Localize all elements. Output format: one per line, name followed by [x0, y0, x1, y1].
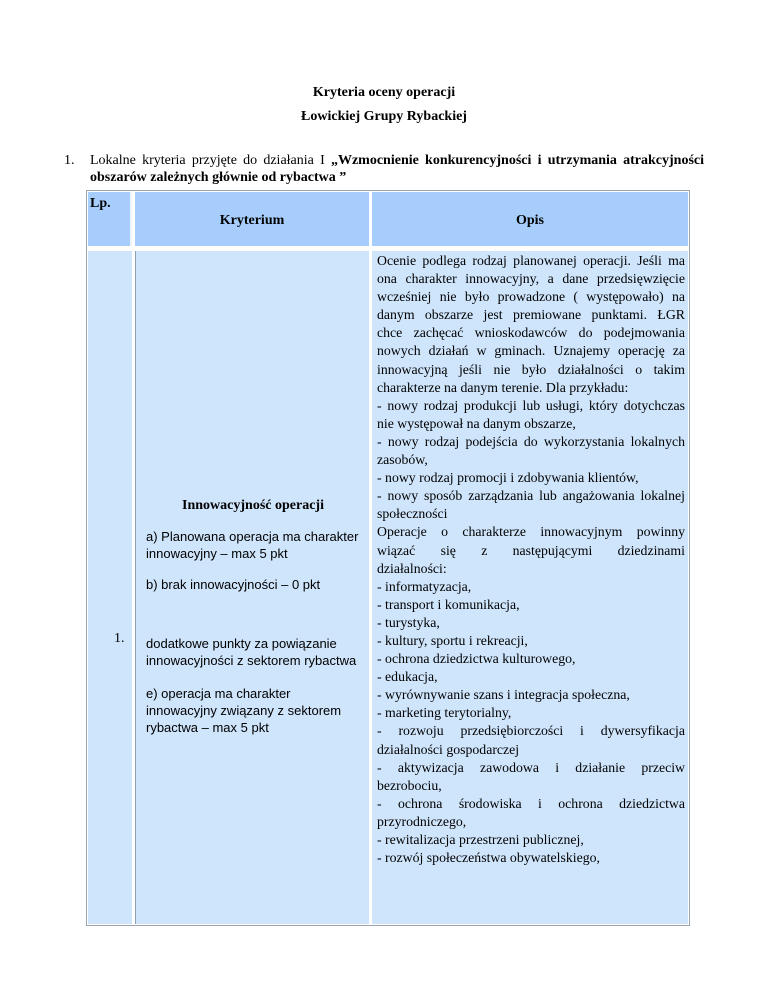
header-opis — [372, 192, 688, 246]
description-line: - nowy sposób zarządzania lub angażowania lokalnej — [377, 488, 685, 504]
row-opis-cell — [372, 251, 688, 924]
criterion-item: a) Planowana operacja ma charakter innowacyjny – max 5 pkt — [146, 529, 359, 561]
section-number: 1. — [64, 153, 75, 168]
description-line: wiązać się z następującymi dziedzinami — [377, 542, 685, 558]
criterion-item: dodatkowe punkty za powiązanie innowacyjności z sektorem rybactwa — [146, 636, 357, 668]
description-line: ona charakter innowacyjny, a dane przedsięwzięcie — [377, 271, 685, 287]
description-line: - edukacja, — [377, 669, 438, 685]
description-line: - turystyka, — [377, 614, 440, 630]
criterion-item: e) operacja ma charakter innowacyjny związany z sektorem rybactwa – max 5 pkt — [146, 686, 342, 735]
description-line: działalności: — [377, 560, 447, 576]
row-lp-cell — [88, 251, 132, 924]
document-title: Kryteria oceny operacji — [312, 85, 456, 100]
description-line: - kultury, sportu i rekreacji, — [377, 632, 528, 648]
criteria-table — [86, 190, 690, 926]
description-line: nowych działań w gminach. Uznajemy operację za — [377, 343, 685, 359]
description-line: zasobów, — [377, 452, 428, 468]
header-lp-label: Lp. — [90, 196, 111, 211]
description-line: - transport i komunikacja, — [377, 596, 520, 612]
criterion-item: b) brak innowacyjności – 0 pkt — [146, 577, 321, 592]
description-line: - aktywizacja zawodowa i działanie przeciw — [377, 759, 685, 775]
header-kryterium — [135, 192, 369, 246]
description-line: - rozwoju przedsiębiorczości i dywersyfikacja — [377, 723, 685, 739]
description-line: - nowy rodzaj podejścia do wykorzystania lokalnych — [377, 433, 685, 449]
description-line: - ochrona środowiska i ochrona dziedzictwa — [377, 795, 685, 811]
row-kryterium-cell — [135, 251, 369, 924]
criterion-title: Innowacyjność operacji — [182, 498, 324, 513]
description-line: - marketing terytorialny, — [377, 705, 512, 721]
section-text-bold: „Wzmocnienie konkurencyjności i utrzymania atrakcyjności obszarów zależnych głównie od rybactwa ” — [90, 153, 704, 185]
section-text-plain: Lokalne kryteria przyjęte do działania I — [90, 153, 331, 168]
document-subtitle: Łowickiej Grupy Rybackiej — [301, 109, 467, 124]
description-line: - rewitalizacja przestrzeni publicznej, — [377, 832, 584, 847]
description-line: - rozwój społeczeństwa obywatelskiego, — [377, 850, 600, 866]
description-line: społeczności — [377, 506, 448, 522]
description-line: wcześniej nie było prowadzone ( występowało) na — [377, 289, 685, 305]
header-opis-label: Opis — [515, 213, 544, 228]
section-intro — [64, 152, 704, 186]
description-line: działalności gospodarczej — [377, 741, 520, 757]
description-line: - nowy rodzaj produkcji lub usługi, który dotychczas — [377, 397, 685, 413]
header-kryterium-label: Kryterium — [219, 213, 285, 228]
description-line: - wyrównywanie szans i integracja społeczna, — [377, 687, 630, 703]
header-lp — [88, 192, 132, 246]
section-text — [90, 152, 704, 186]
description-text — [377, 252, 685, 867]
description-line: przyrodniczego, — [377, 813, 467, 829]
description-line: - nowy rodzaj promocji i zdobywania klientów, — [377, 470, 639, 486]
description-line: - ochrona dziedzictwa kulturowego, — [377, 651, 576, 667]
description-line: charakterze na danym terenie. Dla przykładu: — [377, 379, 629, 395]
description-line: Ocenie podlega rodzaj planowanej operacji. Jeśli ma — [377, 253, 685, 268]
description-line: - informatyzacja, — [377, 578, 472, 594]
description-line: Operacje o charakterze innowacyjnym powinny — [377, 524, 685, 540]
description-line: danym obszarze jest premiowane punktami. ŁGR — [377, 307, 685, 323]
description-line: innowacyjną jeśli nie było działalności o takim — [377, 361, 685, 377]
row-number: 1. — [114, 631, 125, 646]
description-line: bezrobociu, — [377, 777, 442, 793]
description-line: chce zachęcać wnioskodawców do podejmowania — [377, 325, 685, 341]
description-line: nie występował na danym obszarze, — [377, 415, 576, 431]
